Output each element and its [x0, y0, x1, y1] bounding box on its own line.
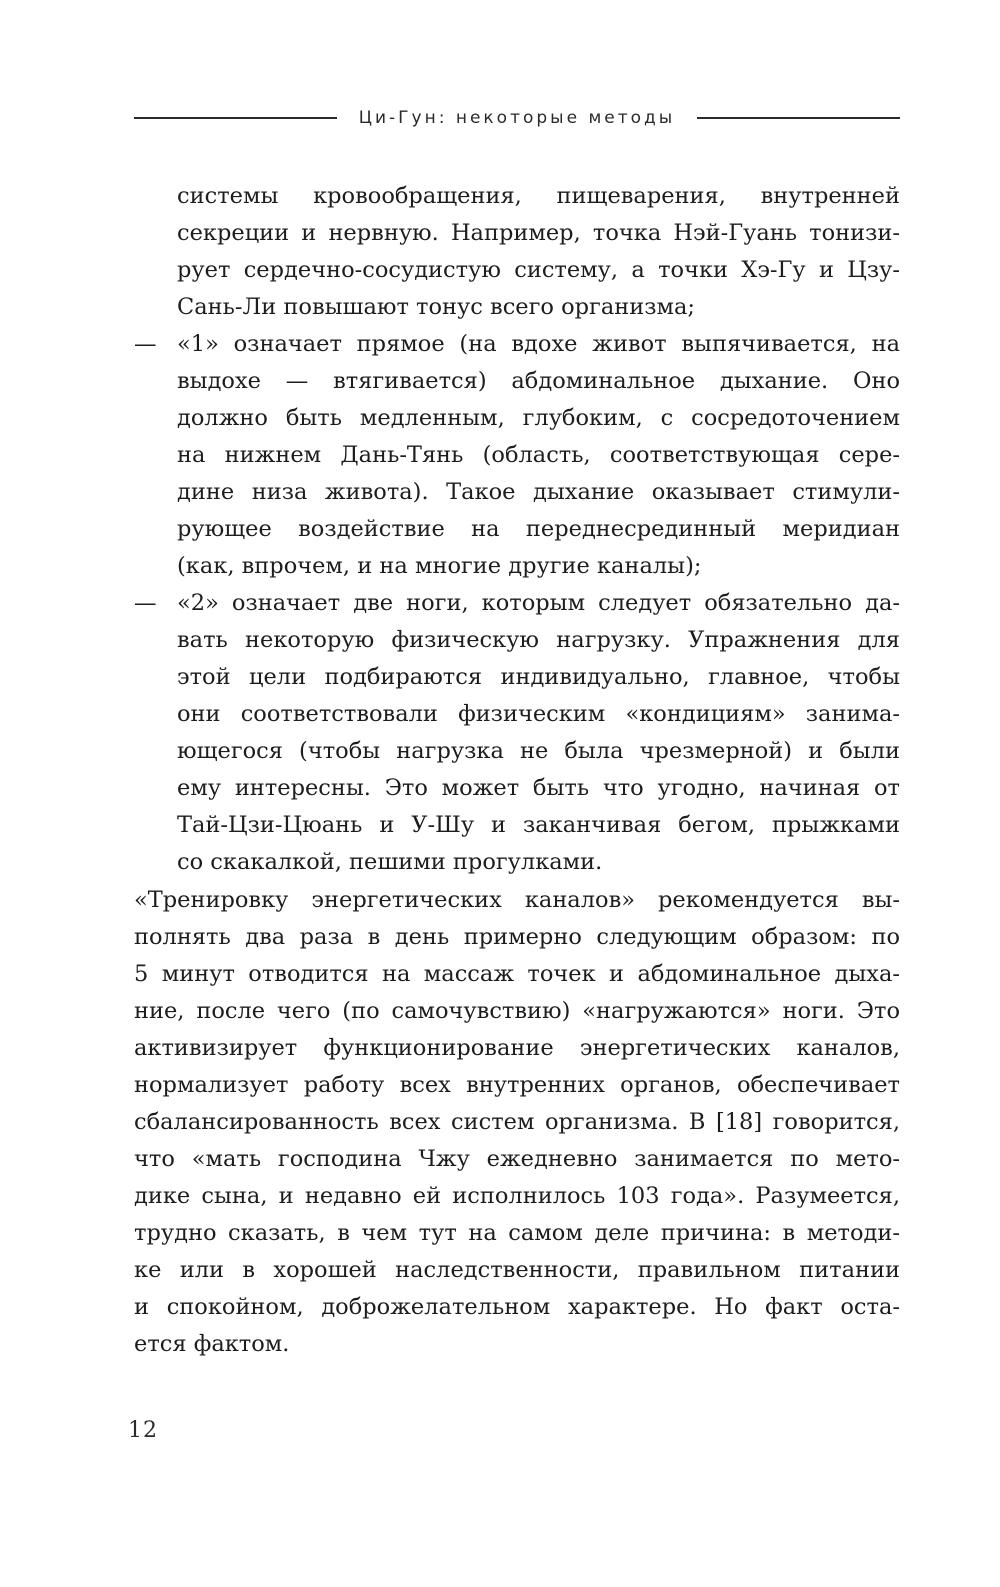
paragraph-line: что «мать господина Чжу ежедневно занимается по мето- — [134, 1146, 900, 1172]
paragraph-line: ется фактом. — [134, 1331, 290, 1357]
list-item-line: «2» означает две ноги, которым следует обязательно да- — [177, 590, 900, 616]
paragraph-line: полнять два раза в день примерно следующим образом: по — [134, 924, 900, 950]
continuation-line: рует сердечно-сосудистую систему, а точки Хэ-Гу и Цзу- — [177, 257, 900, 283]
list-section — [134, 178, 900, 881]
list-item-line: вать некоторую физическую нагрузку. Упражнения для — [177, 627, 900, 653]
paragraph-line: 5 минут отводится на массаж точек и абдоминальное дыха- — [134, 961, 900, 987]
paragraph-line: ке или в хорошей наследственности, правильном питании — [134, 1257, 900, 1283]
paragraph-line: дике сына, и недавно ей исполнилось 103 года». Разумеется, — [134, 1183, 900, 1209]
list-item-line: на нижнем Дань-Тянь (область, соответствующая сере- — [177, 442, 900, 468]
list-item-line: они соответствовали физическим «кондициям» занима- — [177, 701, 900, 727]
list-item-line: дине низа живота). Такое дыхание оказывает стимули- — [177, 479, 900, 505]
running-head-rule-right — [697, 117, 900, 119]
running-head-rule-left — [134, 117, 337, 119]
list-item-legs — [134, 585, 900, 881]
list-item-line: рующее воздействие на переднесрединный меридиан — [177, 516, 900, 542]
list-item-line: «1» означает прямое (на вдохе живот выпячивается, на — [177, 331, 900, 357]
list-item-line: выдохе — втягивается) абдоминальное дыхание. Оно — [177, 368, 900, 394]
paragraph-line: ние, после чего (по самочувствию) «нагружаются» ноги. Это — [134, 998, 900, 1024]
paragraph-line: трудно сказать, в чем тут на самом деле причина: в методи- — [134, 1220, 900, 1246]
list-item-line: со скакалкой, пешими прогулками. — [177, 849, 603, 875]
body-paragraph — [134, 882, 900, 1363]
paragraph-line: и спокойном, доброжелательном характере. Но факт оста- — [134, 1294, 900, 1320]
page-number: 12 — [128, 1418, 158, 1443]
paragraph-line: активизирует функционирование энергетических каналов, — [134, 1035, 900, 1061]
list-dash: — — [134, 590, 157, 616]
list-item-line: Тай-Цзи-Цюань и У-Шу и заканчивая бегом, прыжками — [177, 812, 900, 838]
list-item-line: должно быть медленным, глубоким, с сосредоточением — [177, 405, 900, 431]
list-item-line: ему интересны. Это может быть что угодно, начиная от — [177, 775, 900, 801]
list-dash: — — [134, 331, 157, 357]
list-item-line: ющегося (чтобы нагрузка не была чрезмерной) и были — [177, 738, 900, 764]
list-item-line: (как, впрочем, и на многие другие каналы); — [177, 553, 702, 579]
running-head — [134, 103, 900, 133]
paragraph-line: сбалансированность всех систем организма. В [18] говорится, — [134, 1109, 900, 1135]
continuation-line: системы кровообращения, пищеварения, внутренней — [177, 183, 900, 209]
continuation-line: Сань-Ли повышают тонус всего организма; — [177, 294, 696, 320]
continuation-line: секреции и нервную. Например, точка Нэй-Гуань тонизи- — [177, 220, 900, 246]
list-item-breathing — [134, 326, 900, 585]
paragraph-line: «Тренировку энергетических каналов» рекомендуется вы- — [134, 887, 900, 913]
list-item-line: этой цели подбираются индивидуально, главное, чтобы — [177, 664, 900, 690]
running-head-title: Ци-Гун: некоторые методы — [358, 108, 676, 128]
paragraph-line: нормализует работу всех внутренних органов, обеспечивает — [134, 1072, 900, 1098]
